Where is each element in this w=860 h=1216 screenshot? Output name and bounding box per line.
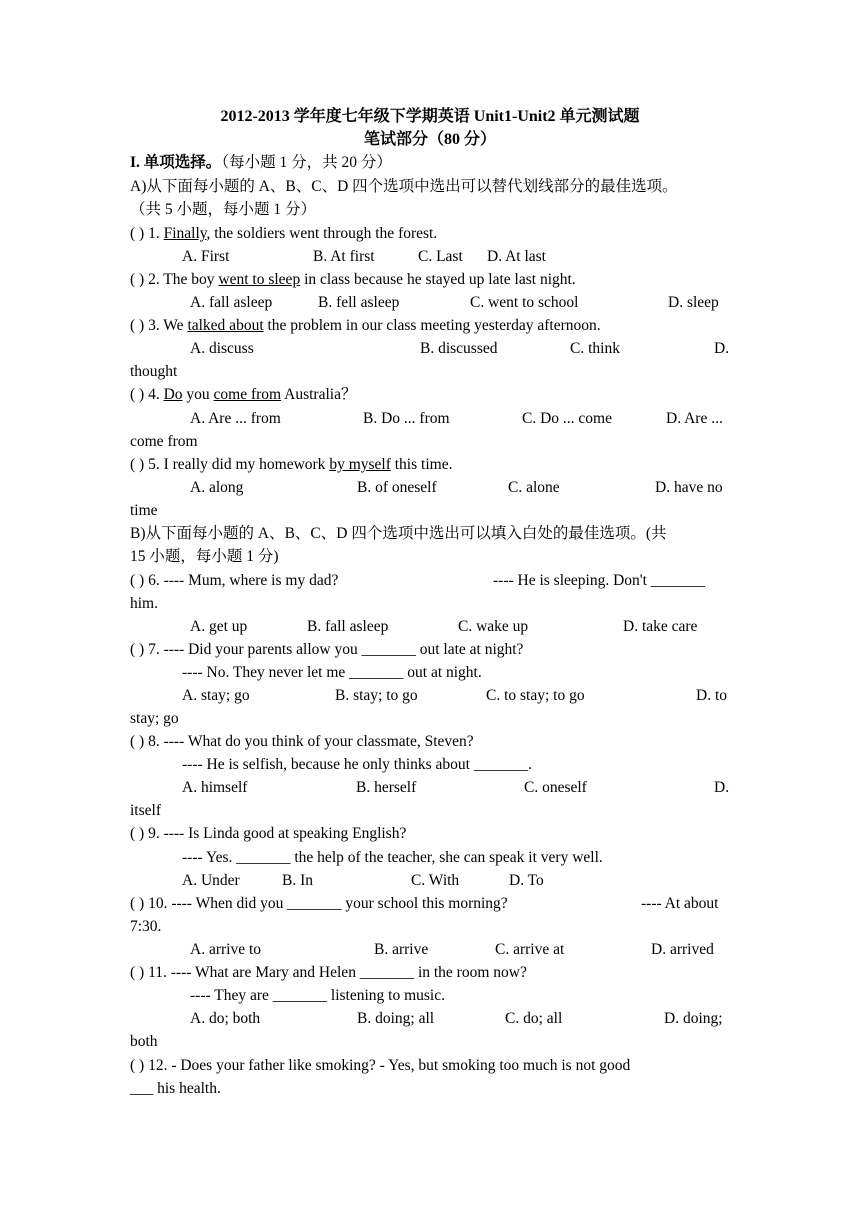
q5-option-b: B. of oneself [357,479,437,496]
exam-title: 2012-2013 学年度七年级下学期英语 Unit1-Unit2 单元测试题 [220,108,640,125]
q11-option-d-cont: both [130,1033,158,1050]
q8-option-d-cont: itself [130,802,161,819]
question-12-cont: ___ his health. [130,1080,221,1097]
q9-option-a: A. Under [182,872,240,889]
q6-option-d: D. take care [623,618,698,635]
question-5: ( ) 5. I really did my homework by myself this time. [130,456,453,473]
q3-option-d: D. [714,340,730,357]
q5-option-d-cont: time [130,502,158,519]
q2-option-d: D. sleep [668,294,719,311]
part-b-instruction: B)从下面每小题的 A、B、C、D 四个选项中选出可以填入白处的最佳选项。(共 [130,525,667,542]
q5-option-d: D. have no [655,479,723,496]
q11-option-d: D. doing; [664,1010,723,1027]
question-7-reply: ---- No. They never let me _______ out at night. [182,664,482,681]
part-a-instruction-2: （共 5 小题，每小题 1 分） [130,201,317,218]
q8-option-b: B. herself [356,779,417,796]
q6-option-c: C. wake up [458,618,529,635]
question-6: ( ) 6. ---- Mum, where is my dad? [130,572,339,589]
q6-option-a: A. get up [190,618,248,635]
question-1: ( ) 1. Finally, the soldiers went through the forest. [130,225,438,242]
question-11-reply: ---- They are _______ listening to music. [190,987,445,1004]
question-12: ( ) 12. - Does your father like smoking? - Yes, but smoking too much is not good [130,1057,631,1074]
q4-option-d: D. Are ... [666,410,723,427]
question-10-reply: ---- At about [641,895,719,912]
q1-option-c: C. Last [418,248,463,265]
q10-option-c: C. arrive at [495,941,565,958]
question-9-reply: ---- Yes. _______ the help of the teacher, she can speak it very well. [182,849,603,866]
q11-option-c: C. do; all [505,1010,563,1027]
question-11: ( ) 11. ---- What are Mary and Helen _______ in the room now? [130,964,527,981]
part-a-instruction: A)从下面每小题的 A、B、C、D 四个选项中选出可以替代划线部分的最佳选项。 [130,178,678,195]
q3-option-a: A. discuss [190,340,254,357]
question-10-cont: 7:30. [130,918,162,935]
q1-option-a: A. First [182,248,230,265]
q4-option-a: A. Are ... from [190,410,281,427]
q4-option-d-cont: come from [130,433,198,450]
q4-option-c: C. Do ... come [522,410,612,427]
q2-option-c: C. went to school [470,294,579,311]
q3-option-c: C. think [570,340,620,357]
q10-option-a: A. arrive to [190,941,262,958]
q2-option-b: B. fell asleep [318,294,400,311]
question-6-cont: him. [130,595,158,612]
q9-option-b: B. In [282,872,313,889]
q2-option-a: A. fall asleep [190,294,273,311]
question-4: ( ) 4. Do you come from Australia？ [130,386,357,403]
q7-option-d-cont: stay; go [130,710,179,727]
question-8-reply: ---- He is selfish, because he only thinks about _______. [182,756,532,773]
q5-option-c: C. alone [508,479,560,496]
question-9: ( ) 9. ---- Is Linda good at speaking English? [130,825,407,842]
exam-subtitle: 笔试部分（80 分） [363,131,496,148]
q9-option-c: C. With [411,872,460,889]
question-3: ( ) 3. We talked about the problem in our class meeting yesterday afternoon. [130,317,601,334]
question-7: ( ) 7. ---- Did your parents allow you _______ out late at night? [130,641,524,658]
q11-option-a: A. do; both [190,1010,261,1027]
q1-option-b: B. At first [313,248,375,265]
q7-option-c: C. to stay; to go [486,687,585,704]
q1-option-d: D. At last [487,248,546,265]
q8-option-d: D. [714,779,730,796]
part-b-instruction-2: 15 小题，每小题 1 分) [130,548,279,565]
q10-option-b: B. arrive [374,941,429,958]
q7-option-d: D. to [696,687,727,704]
q4-option-b: B. Do ... from [363,410,450,427]
q11-option-b: B. doing; all [357,1010,435,1027]
question-2: ( ) 2. The boy went to sleep in class because he stayed up late last night. [130,271,576,288]
q7-option-b: B. stay; to go [335,687,418,704]
question-10: ( ) 10. ---- When did you _______ your school this morning? [130,895,508,912]
q9-option-d: D. To [509,872,544,889]
q10-option-d: D. arrived [651,941,714,958]
q3-option-b: B. discussed [420,340,498,357]
question-8: ( ) 8. ---- What do you think of your classmate, Steven? [130,733,474,750]
q5-option-a: A. along [190,479,244,496]
section-heading: I. 单项选择。（每小题 1 分，共 20 分） [130,154,392,171]
q8-option-a: A. himself [182,779,248,796]
q6-option-b: B. fall asleep [307,618,389,635]
q7-option-a: A. stay; go [182,687,250,704]
question-6-reply: ---- He is sleeping. Don't _______ [493,572,706,589]
q3-option-d-cont: thought [130,363,178,380]
q8-option-c: C. oneself [524,779,587,796]
